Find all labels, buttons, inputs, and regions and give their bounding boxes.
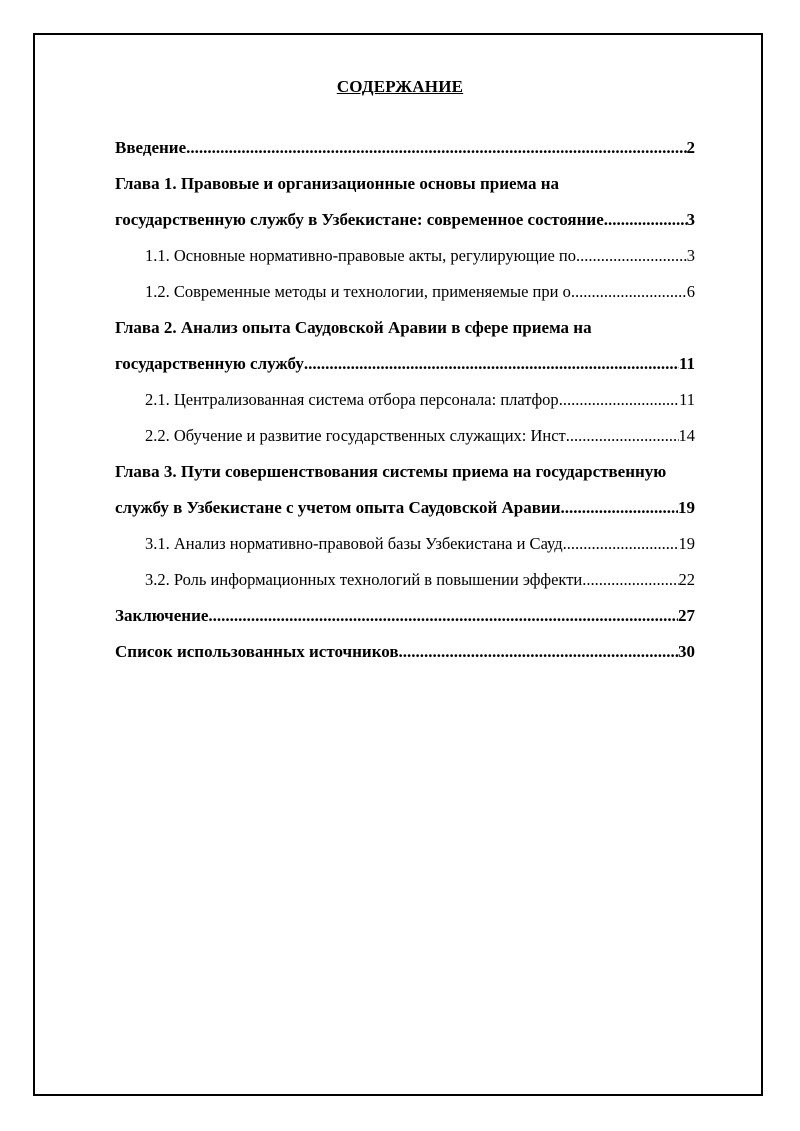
toc-entry-line	[115, 130, 695, 166]
toc-section-entry[interactable]	[115, 274, 695, 310]
toc-dot-leader	[186, 130, 686, 166]
toc-entry-title: Список использованных источников	[115, 642, 399, 661]
toc-entry-title: Заключение	[115, 606, 209, 625]
toc-entry-line	[115, 346, 695, 382]
toc-dot-leader	[604, 202, 687, 238]
toc-entry-line	[145, 382, 695, 418]
toc-section-entry[interactable]	[115, 238, 695, 274]
toc-dot-leader	[304, 346, 679, 382]
toc-entry-line	[145, 418, 695, 454]
toc-entry-title: Введение	[115, 138, 187, 157]
toc-entry-title: государственную службу	[115, 354, 304, 373]
toc-entry-title: 2.2. Обучение и развитие государственных служащих: Инст	[145, 426, 566, 445]
toc-entry-title: 3.1. Анализ нормативно-правовой базы Узбекистана и Сауд	[145, 534, 563, 553]
toc-entry-line	[115, 598, 695, 634]
toc-entry-line	[145, 562, 695, 598]
toc-entry-title: 3.2. Роль информационных технологий в повышении эффекти	[145, 570, 583, 589]
toc-dot-leader	[559, 382, 679, 418]
toc-entry-line	[115, 490, 695, 526]
toc-chapter-entry[interactable]	[115, 454, 695, 526]
toc-chapter-entry[interactable]	[115, 598, 695, 634]
toc-page-number: 19	[678, 498, 695, 517]
toc-page-number: 2	[686, 138, 695, 157]
toc-page-number: 11	[678, 354, 695, 373]
toc-chapter-entry[interactable]	[115, 310, 695, 382]
toc-chapter-entry[interactable]	[115, 130, 695, 166]
toc-page-number: 27	[678, 606, 695, 625]
toc-section-entry[interactable]	[115, 526, 695, 562]
toc-entry-title-line: Глава 2. Анализ опыта Саудовской Аравии в сфере приема на	[115, 318, 592, 337]
toc-dot-leader	[566, 418, 679, 454]
toc-entry-title-line: Глава 1. Правовые и организационные основы приема на	[115, 174, 560, 193]
toc-entry-line	[115, 634, 695, 670]
toc-page-number: 19	[678, 534, 695, 553]
toc-section-entry[interactable]	[115, 418, 695, 454]
toc-dot-leader	[563, 526, 679, 562]
toc-entry-line	[115, 202, 695, 238]
table-of-contents	[115, 130, 695, 670]
toc-entry-title: 1.1. Основные нормативно-правовые акты, регулирующие по	[145, 246, 576, 265]
toc-page-number: 3	[686, 246, 695, 265]
toc-entry-title: государственную службу в Узбекистане: современное состояние	[115, 210, 604, 229]
toc-page-number: 3	[686, 210, 695, 229]
toc-dot-leader	[399, 634, 678, 670]
toc-dot-leader	[576, 238, 687, 274]
toc-page-number: 22	[678, 570, 695, 589]
toc-entry-title: 1.2. Современные методы и технологии, применяемые при о	[145, 282, 571, 301]
toc-page-number: 11	[679, 390, 695, 409]
toc-entry-title: службу в Узбекистане с учетом опыта Саудовской Аравии	[115, 498, 561, 517]
toc-entry-title-line: Глава 3. Пути совершенствования системы приема на государственную	[115, 462, 667, 481]
toc-entry-line	[145, 526, 695, 562]
toc-dot-leader	[582, 562, 678, 598]
toc-section-entry[interactable]	[115, 562, 695, 598]
toc-dot-leader	[561, 490, 678, 526]
toc-entry-line	[145, 238, 695, 274]
toc-dot-leader	[571, 274, 687, 310]
toc-page-number: 14	[678, 426, 695, 445]
toc-entry-line	[145, 274, 695, 310]
toc-dot-leader	[208, 598, 678, 634]
toc-title: СОДЕРЖАНИЕ	[336, 77, 464, 96]
toc-chapter-entry[interactable]	[115, 634, 695, 670]
toc-entry-title: 2.1. Централизованная система отбора персонала: платфор	[145, 390, 559, 409]
toc-chapter-entry[interactable]	[115, 166, 695, 238]
toc-page-number: 6	[686, 282, 695, 301]
toc-section-entry[interactable]	[115, 382, 695, 418]
toc-page-number: 30	[678, 642, 695, 661]
